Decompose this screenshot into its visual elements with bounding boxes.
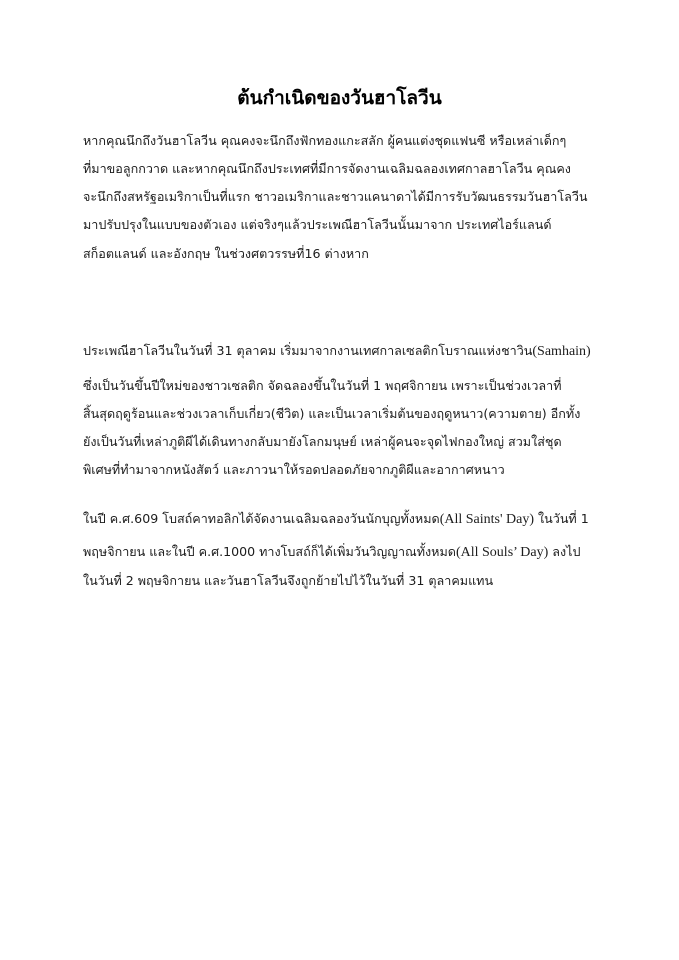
- line-text: ลงไป: [548, 544, 581, 559]
- latin-term: (Samhain): [532, 344, 591, 359]
- line-text: ประเพณีฮาโลวีนในวันที่ 31 ตุลาคม เริ่มมาจากงานเทศกาลเซลติกโบราณแห่งชาวิน: [83, 343, 533, 358]
- paragraph-line: พิเศษที่ทำมาจากหนังสัตว์ และภาวนาให้รอดปลอดภัยจากภูติผีและอากาศหนาว: [83, 462, 505, 477]
- paragraph-line: [83, 341, 591, 362]
- paragraph-line: ซึ่งเป็นวันขึ้นปีใหม่ของชาวเซลติก จัดฉลองขึ้นในวันที่ 1 พฤศจิกายน เพราะเป็นช่วงเวลาที่: [83, 378, 562, 393]
- paragraph-line: ยังเป็นวันที่เหล่าภูติผีได้เดินทางกลับมายังโลกมนุษย์ เหล่าผู้คนจะจุดไฟกองใหญ่ สวมใส่ชุด: [83, 434, 562, 449]
- latin-term: (All Souls’ Day): [455, 545, 549, 560]
- line-text: ในวันที่ 1: [533, 511, 589, 526]
- paragraph-line: หากคุณนึกถึงวันฮาโลวีน คุณคงจะนึกถึงฟักทองแกะสลัก ผู้คนแต่งชุดแฟนซี หรือเหล่าเด็กๆ: [83, 133, 567, 148]
- line-text: พฤษจิกายน และในปี ค.ศ.1000 ทางโบสถ์ก็ได้เพิ่มวันวิญญาณทั้งหมด: [83, 544, 456, 559]
- paragraph-line: มาปรับปรุงในแบบของตัวเอง แต่จริงๆแล้วประเพณีฮาโลวีนนั้นมาจาก ประเทศไอร์แลนด์: [83, 217, 552, 232]
- paragraph-line: [83, 542, 580, 563]
- paragraph-line: สิ้นสุดฤดูร้อนและช่วงเวลาเก็บเกี่ยว(ชีวิต) และเป็นเวลาเริ่มต้นของฤดูหนาว(ความตาย) อีกทั้ง: [83, 406, 581, 421]
- paragraph-line: ในวันที่ 2 พฤษจิกายน และวันฮาโลวีนจึงถูกย้ายไปไว้ในวันที่ 31 ตุลาคมแทน: [83, 573, 494, 588]
- paragraph-line: สก็อตแลนด์ และอังกฤษ ในช่วงศตวรรษที่16 ต่างหาก: [83, 246, 369, 261]
- line-text: ในปี ค.ศ.609 โบสถ์คาทอลิกได้จัดงานเฉลิมฉลองวันนักบุญทั้งหมด: [83, 511, 440, 526]
- paragraph-line: ที่มาขอลูกกวาด และหากคุณนึกถึงประเทศที่มีการจัดงานเฉลิมฉลองเทศกาลฮาโลวีน คุณคง: [83, 161, 571, 176]
- document-title: ต้นกำเนิดของวันฮาโลวีน: [237, 87, 442, 109]
- paragraph-line: [83, 509, 589, 530]
- latin-term: (All Saints' Day): [439, 512, 534, 527]
- paragraph-line: จะนึกถึงสหรัฐอเมริกาเป็นที่แรก ชาวอเมริกาและชาวแคนาดาได้มีการรับวัฒนธรรมวันฮาโลวีน: [83, 189, 588, 204]
